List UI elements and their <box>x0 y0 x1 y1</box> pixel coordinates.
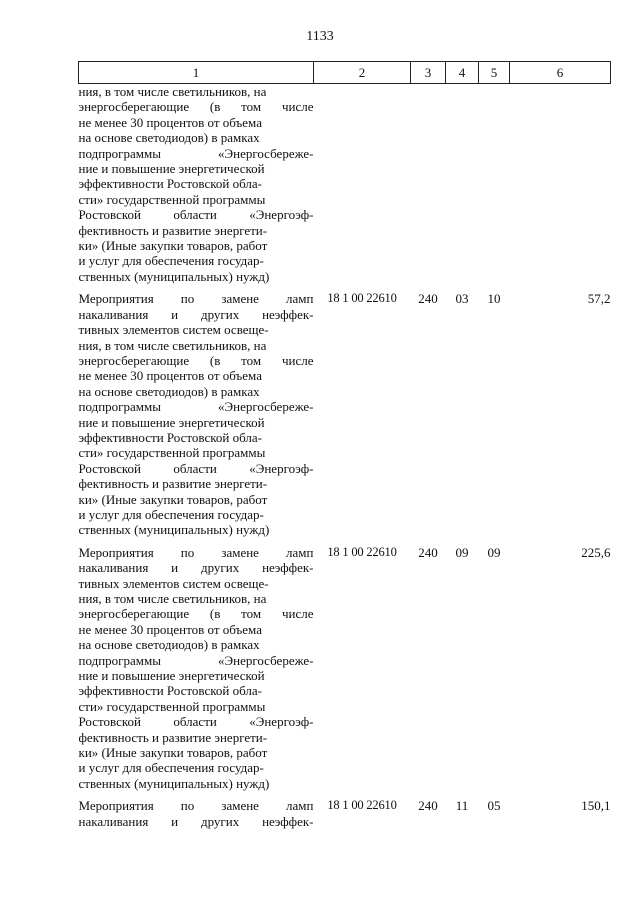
row-subsection: 10 <box>487 291 501 307</box>
table-row <box>79 84 611 285</box>
row-subsection <box>479 84 510 285</box>
description-line: и услуг для обеспечения государ- <box>78 760 264 776</box>
description-line: Ростовской области «Энергоэф- <box>78 714 314 730</box>
description-line: ния, в том числе светильников, на <box>78 337 267 353</box>
description-line: эффективности Ростовской обла- <box>78 429 262 445</box>
table-row <box>79 284 611 538</box>
row-description <box>79 84 314 285</box>
description-line: ние и повышение энергетической <box>78 414 265 430</box>
description-line: ние и повышение энергетической <box>78 668 265 684</box>
row-expense-type: 240 <box>418 544 438 560</box>
description-line: ние и повышение энергетической <box>78 161 265 177</box>
description-line: Ростовской области «Энергоэф- <box>78 460 314 476</box>
column-header-section: 4 <box>446 62 479 84</box>
row-subsection: 05 <box>487 798 501 814</box>
description-line: Ростовской области «Энергоэф- <box>78 207 314 223</box>
row-expense-type <box>411 84 446 285</box>
description-line: ки» (Иные закупки товаров, работ <box>78 238 268 254</box>
row-expense-type: 240 <box>418 291 438 307</box>
description-line: ственных (муниципальных) нужд) <box>78 268 270 284</box>
description-line: ственных (муниципальных) нужд) <box>78 775 270 791</box>
table-row <box>79 538 611 792</box>
description-line: тивных элементов систем освеще- <box>78 322 269 338</box>
description-line: не менее 30 процентов от объема <box>78 621 262 637</box>
row-section <box>446 84 479 285</box>
description-line: подпрограммы «Энергосбереже- <box>78 145 314 161</box>
description-line: Мероприятия по замене ламп <box>78 544 314 560</box>
column-header-amount: 6 <box>510 62 611 84</box>
description-line: ки» (Иные закупки товаров, работ <box>78 491 268 507</box>
description-line: тивных элементов систем освеще- <box>78 575 269 591</box>
row-subsection: 09 <box>487 544 501 560</box>
description-line: энергосберегающие (в том числе <box>78 99 314 115</box>
page-number: 1133 <box>306 29 334 44</box>
description-line: эффективности Ростовской обла- <box>78 683 262 699</box>
description-line: на основе светодиодов) в рамках <box>78 637 260 653</box>
table-header-row <box>79 62 611 84</box>
row-description <box>79 538 314 792</box>
description-line: накаливания и других неэффек- <box>78 560 314 576</box>
row-section: 11 <box>455 798 469 814</box>
description-line: фективность и развитие энергети- <box>78 222 268 238</box>
description-line: фективность и развитие энергети- <box>78 729 268 745</box>
description-line: накаливания и других неэффек- <box>78 813 314 829</box>
description-line: накаливания и других неэффек- <box>78 306 314 322</box>
description-line: Мероприятия по замене ламп <box>78 798 314 814</box>
description-line: не менее 30 процентов от объема <box>78 114 262 130</box>
description-line: и услуг для обеспечения государ- <box>78 253 264 269</box>
budget-table <box>78 61 611 829</box>
description-line: энергосберегающие (в том числе <box>78 606 314 622</box>
description-line: сти» государственной программы <box>78 191 266 207</box>
row-description <box>79 284 314 538</box>
row-target-code: 18 1 00 22610 <box>327 544 397 559</box>
description-line: Мероприятия по замене ламп <box>78 291 314 307</box>
description-line: энергосберегающие (в том числе <box>78 352 314 368</box>
column-header-description: 1 <box>79 62 314 84</box>
description-line: ния, в том числе светильников, на <box>78 84 267 99</box>
row-amount: 57,2 <box>587 291 611 307</box>
row-description <box>79 791 314 829</box>
table-row <box>79 791 611 829</box>
description-line: эффективности Ростовской обла- <box>78 176 262 192</box>
column-header-expense-type: 3 <box>411 62 446 84</box>
description-line: и услуг для обеспечения государ- <box>78 506 264 522</box>
row-target-code: 18 1 00 22610 <box>327 291 397 306</box>
row-amount: 150,1 <box>581 798 611 814</box>
description-line: ки» (Иные закупки товаров, работ <box>78 745 268 761</box>
description-line: на основе светодиодов) в рамках <box>78 383 260 399</box>
description-line: подпрограммы «Энергосбереже- <box>78 399 314 415</box>
row-section: 03 <box>455 291 469 307</box>
column-header-subsection: 5 <box>479 62 510 84</box>
description-line: ственных (муниципальных) нужд) <box>78 522 270 538</box>
description-line: ния, в том числе светильников, на <box>78 591 267 606</box>
description-line: сти» государственной программы <box>78 698 266 714</box>
row-amount <box>510 84 611 285</box>
description-line: сти» государственной программы <box>78 445 266 461</box>
row-expense-type: 240 <box>418 798 438 814</box>
description-line: фективность и развитие энергети- <box>78 476 268 492</box>
description-line: на основе светодиодов) в рамках <box>78 130 260 146</box>
row-target-code <box>314 84 411 285</box>
description-line: не менее 30 процентов от объема <box>78 368 262 384</box>
description-line: подпрограммы «Энергосбереже- <box>78 652 314 668</box>
column-header-target-code: 2 <box>314 62 411 84</box>
row-section: 09 <box>455 544 469 560</box>
row-amount: 225,6 <box>581 544 611 560</box>
row-target-code: 18 1 00 22610 <box>327 798 397 813</box>
